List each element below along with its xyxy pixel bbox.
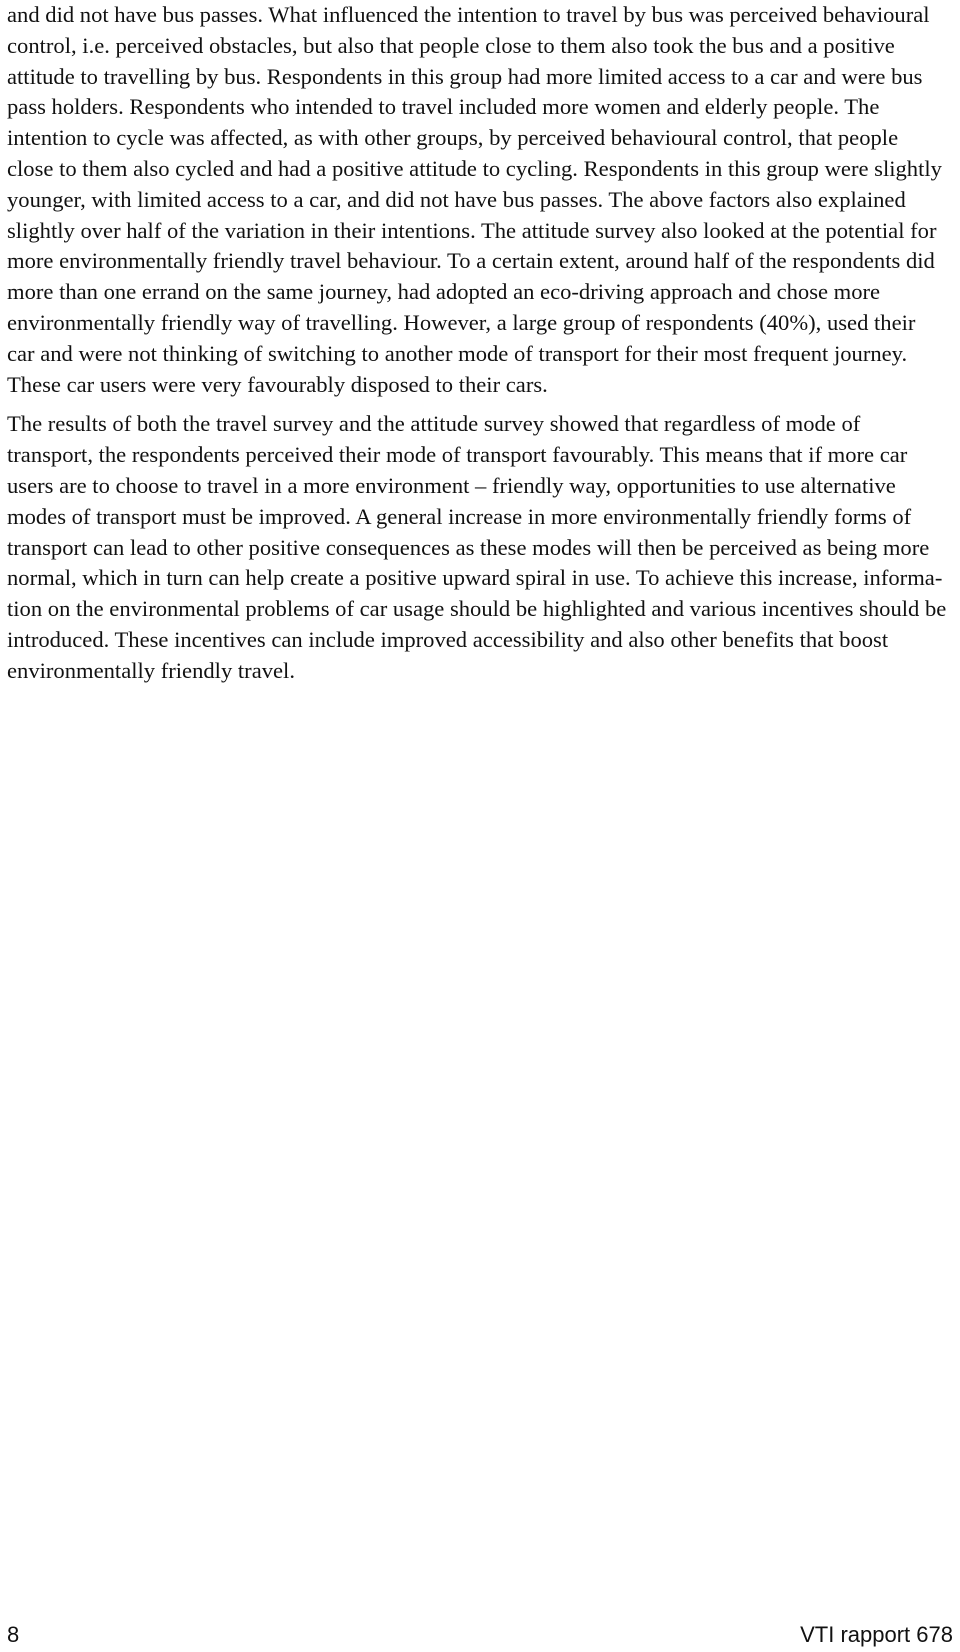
page-footer <box>7 1621 953 1649</box>
body-paragraph-2: The results of both the travel survey and the attitude survey showed that regardless of mode of transport, the respondents perceived their mode of transport favourably. This means that if more car users are to choose to travel in a more environment – friendly way, opportunities to use alternative modes of transport must be improved. A general increase in more environmentally friendly forms of transport can lead to other positive consequences as these modes will then be perceived as being more normal, which in turn can help create a positive upward spiral in use. To achieve this increase, information on the environmental problems of car usage should be highlighted and various incentives should be introduced. These incentives can include improved accessibility and also other benefits that boost environmentally friendly travel. <box>7 411 947 683</box>
page-number: 8 <box>7 1622 20 1647</box>
document-page <box>7 0 947 687</box>
report-identifier: VTI rapport 678 <box>800 1622 953 1647</box>
body-paragraph-1: and did not have bus passes. What influenced the intention to travel by bus was perceived behavioural control, i.e. perceived obstacles, but also that people close to them also took the bus and a positive attitude to travelling by bus. Respondents in this group had more limited access to a car and were bus pass holders. Respondents who intended to travel included more women and elderly people. The intention to cycle was affected, as with other groups, by perceived behavioural control, that people close to them also cycled and had a positive attitude to cycling. Respondents in this group were slightly younger, with limited access to a car, and did not have bus passes. The above factors also explained slightly over half of the variation in their intentions. The attitude survey also looked at the potential for more environmentally friendly travel behaviour. To a certain extent, around half of the respondents did more than one errand on the same journey, had adopted an eco-driving approach and chose more environmentally friendly way of travelling. However, a large group of respondents (40%), used their car and were not thinking of switching to another mode of transport for their most frequent journey. These car users were very favourably disposed to their cars. <box>7 2 942 397</box>
